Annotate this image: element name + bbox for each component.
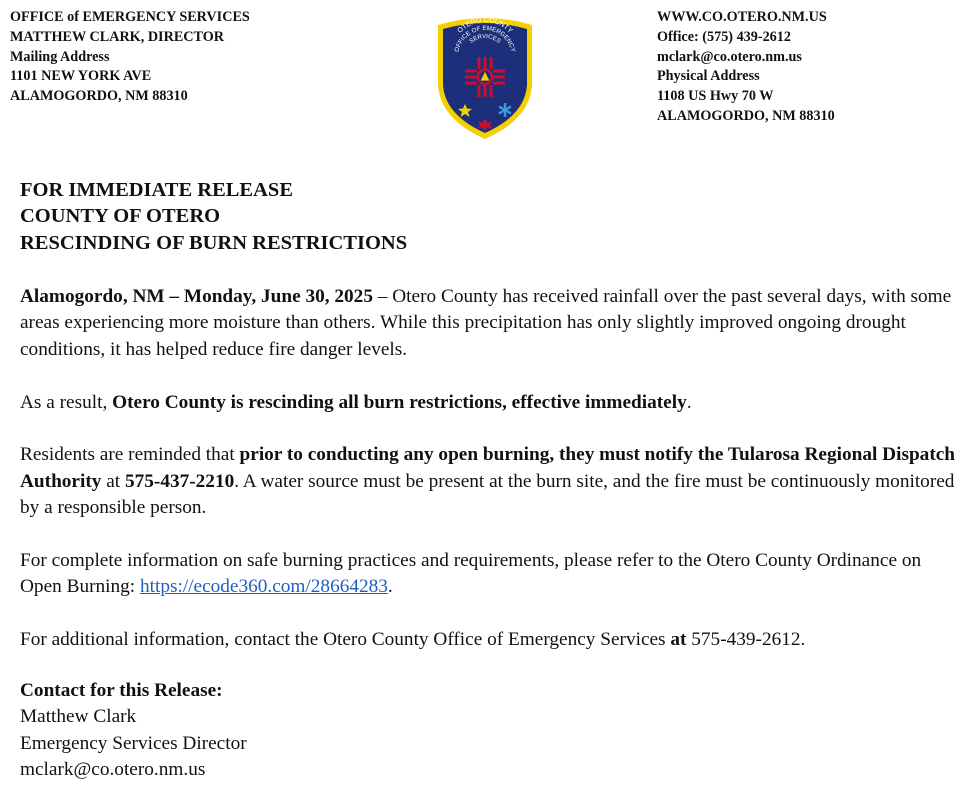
release-type: FOR IMMEDIATE RELEASE (20, 179, 293, 201)
dispatch-phone: 575-437-2210 (124, 470, 235, 492)
mailing-address-label: Mailing Address (10, 48, 110, 65)
physical-address-label: Physical Address (657, 68, 760, 85)
paragraph-notify-bold: prior to conducting any open burning, they must notify the Tularosa Regional Dispatch Authority (20, 444, 956, 492)
website-link[interactable]: WWW.CO.OTERO.NM.US (657, 9, 827, 25)
paragraph-notify (20, 442, 960, 521)
dateline: Alamogordo, NM – Monday, June 30, 2025 (20, 286, 373, 307)
letterhead-right (657, 8, 835, 127)
paragraph-contact-bold: at (670, 629, 687, 651)
paragraph-rescind-post: . (686, 391, 692, 413)
paragraph-rescind-bold: Otero County is rescinding all burn restrictions, effective immediately (112, 391, 687, 413)
ordinance-link[interactable]: https://ecode360.com/28664283 (139, 576, 388, 598)
office-phone: Office: (575) 439-2612 (657, 28, 791, 45)
seal-text-office: OFFICE OF EMERGENCY (453, 24, 517, 53)
contact-heading: Contact for this Release: (20, 680, 223, 701)
mailing-street: 1101 NEW YORK AVE (10, 68, 152, 85)
physical-city: ALAMOGORDO, NM 88310 (657, 107, 835, 124)
paragraph-dateline (20, 284, 960, 363)
physical-street: 1108 US Hwy 70 W (657, 88, 774, 105)
paragraph-notify-post: . A water source must be present at the burn site, and the fire must be continuously monitored by a responsible person. (20, 470, 955, 519)
contact-email[interactable]: mclark@co.otero.nm.us (20, 759, 206, 781)
director-name: MATTHEW CLARK, DIRECTOR (10, 28, 225, 45)
mailing-city: ALAMOGORDO, NM 88310 (10, 88, 188, 105)
release-titles (20, 177, 407, 256)
office-name: OFFICE of EMERGENCY SERVICES (10, 9, 250, 25)
paragraph-notify-mid: at (101, 470, 125, 492)
paragraph-rescind (20, 390, 960, 416)
paragraph-contact-post: 575-439-2612. (686, 629, 806, 651)
paragraph-notify-pre: Residents are reminded that (20, 444, 240, 466)
county-title: COUNTY OF OTERO (20, 205, 221, 228)
paragraph-ordinance-pre: For complete information on safe burning practices and requirements, please refer to the Otero County Ordinance on Open Burning: (20, 550, 922, 598)
paragraph-rescind-pre: As a result, (20, 391, 113, 413)
seal-text-services: SERVICES (468, 33, 502, 45)
paragraph-contact-info (20, 627, 960, 653)
contact-title: Emergency Services Director (20, 732, 247, 754)
release-subject: RESCINDING OF BURN RESTRICTIONS (20, 231, 408, 254)
otero-county-oes-seal (434, 11, 536, 141)
paragraph-contact-pre: For additional information, contact the Otero County Office of Emergency Services (20, 629, 671, 651)
release-body (20, 284, 960, 680)
release-contact (20, 678, 247, 784)
letterhead-left (10, 8, 250, 107)
seal-text-county: OTERO COUNTY (456, 16, 514, 35)
email-link[interactable]: mclark@co.otero.nm.us (657, 48, 802, 65)
paragraph-ordinance-post: . (387, 576, 393, 598)
paragraph-ordinance (20, 548, 960, 601)
paragraph-dateline-text: – Otero County has received rainfall over the past several days, with some areas experiencing more moisture than others. While this precipitation has only slightly improved ongoing drought conditions, it has helped reduce fire danger levels. (20, 286, 952, 360)
contact-name: Matthew Clark (20, 706, 137, 728)
